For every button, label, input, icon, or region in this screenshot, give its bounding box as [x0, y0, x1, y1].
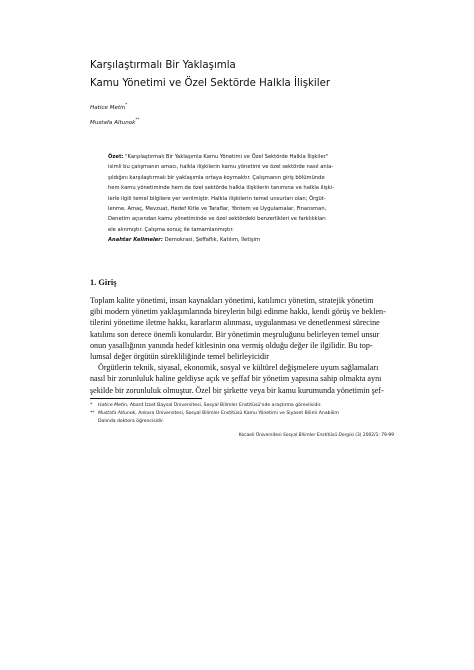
footnote-name: Mustafa Altunok [98, 411, 136, 417]
footnote-mark: * [90, 403, 93, 408]
abstract-label: Özet: [108, 154, 124, 160]
abstract-line: hem kamu yönetiminde hem de özel sektörde halkla ilişkilerin tanımına ve halkla ilişki- [108, 185, 334, 192]
journal-name: Sosyal Bilimler Enstitüsü Dergisi [283, 433, 354, 438]
journal-citation: Kocaeli Üniversitesi Sosyal Bilimler Enstitüsü Dergisi (3) 2002/1: 79-99 [238, 433, 394, 438]
abstract-line: isimli bu çalışmanın amacı, halkla ilişkilerin kamu yönetimi ve özel sektörde nasıl anla- [108, 164, 334, 171]
body-line: katılımı son derece önemli konulardır. Bir yönetimin meşruluğunu belirleyen temel unsur [90, 329, 380, 339]
footnote-divider [90, 398, 202, 399]
body-line: Toplam kalite yönetimi, insan kaynakları yönetimi, katılımcı yönetim, stratejik yönetim [90, 296, 374, 305]
keywords-label: Anahtar Kelimeler: [108, 237, 163, 244]
author-footnote-mark: * [125, 102, 128, 107]
footnote [90, 410, 395, 418]
section-body [90, 295, 390, 396]
abstract-line: ele alınmıştır. Çalışma sonuç ile tamamlanmıştır. [108, 226, 234, 233]
author-name: Mustafa Altunok [90, 119, 136, 126]
section-heading: 1. Giriş [90, 278, 117, 287]
footnotes [90, 402, 395, 427]
title-line-1: Karşılaştırmalı Bir Yaklaşımla [90, 60, 236, 71]
paper-title [90, 57, 330, 93]
body-line: gibi modern yönetim yaklaşımlarında bireylerin bilgi edinme hakkı, kendi görüş ve beklen- [90, 307, 386, 317]
footnote [90, 402, 395, 410]
abstract-line: Denetim açısından kamu yönetiminde ve özel sektördeki benzerlikleri ve farklılıkları [108, 216, 326, 223]
abstract-line: Özet: "Karşılaştırmalı Bir Yaklaşımla Kamu Yönetimi ve Özel Sektörde Halkla İlişkiler" [108, 154, 329, 160]
body-line: şekilde bir zorunluluk olmuştur. Özel bir şirkette veya bir kamu kurumunda yönetimin şef- [90, 385, 384, 395]
abstract-line: lenme, Amaç, Mevzuat, Hedef Kitle ve Taraflar, Yöntem ve Uygulamalar, Finansman, [108, 205, 327, 212]
abstract [108, 152, 398, 246]
footnote-text: , Abant İzzet Baysal Üniversitesi, Sosyal Bilimler Enstitüsü'nde araştırma görevlisidir. [126, 403, 322, 408]
author-list [90, 99, 139, 129]
author-name: Hatice Metin [90, 104, 126, 111]
footnote-continuation: Dalında doktora öğrencisidir. [98, 419, 165, 425]
body-line: onun yasallığının yanında hedef kitlesinin ona vermiş olduğu değer ile ilgilidir. Bu top- [90, 340, 373, 350]
body-line: nasıl bir zorunluluk haline geldiyse açık ve şeffaf bir yönetim yapısına sahip olmakta aynı [90, 374, 382, 384]
keywords: Demokrasi, Şeffaflık, Katılım, İletişim [162, 237, 261, 244]
abstract-line: şıldığını karşılaştırmalı bir yaklaşımla ortaya koymaktır. Çalışmanın giriş bölümünde [108, 174, 325, 181]
body-line: lumsal değer örgütün sürekliliğinde temel belirleyicidir [90, 351, 269, 361]
footnote-mark: ** [90, 411, 95, 417]
body-line: Örgütlerin teknik, siyasal, ekonomik, sosyal ve kültürel değişmelere uyum sağlamaları [98, 363, 379, 373]
author [90, 99, 139, 114]
abstract-line: lerle ilgili temel bilgilere yer verilmiştir. Halkla ilişkilerin temel unsurları olan; Örgüt- [108, 195, 326, 202]
body-line: tilerini yönetime iletme hakkı, kararların alınması, uygulanması ve denetlenmesi sürecine [90, 318, 380, 328]
author-footnote-mark: ** [135, 116, 140, 122]
title-line-2: Kamu Yönetimi ve Özel Sektörde Halkla İlişkiler [90, 78, 331, 89]
author [90, 114, 139, 129]
footnote-text: , Ankara Üniversitesi, Sosyal Bilimler Enstitüsü Kamu Yönetimi ve Siyaset Bilimi Anabilim [135, 411, 339, 417]
keywords-line [108, 235, 398, 245]
footnote-name: Hatice Metin [98, 403, 127, 408]
